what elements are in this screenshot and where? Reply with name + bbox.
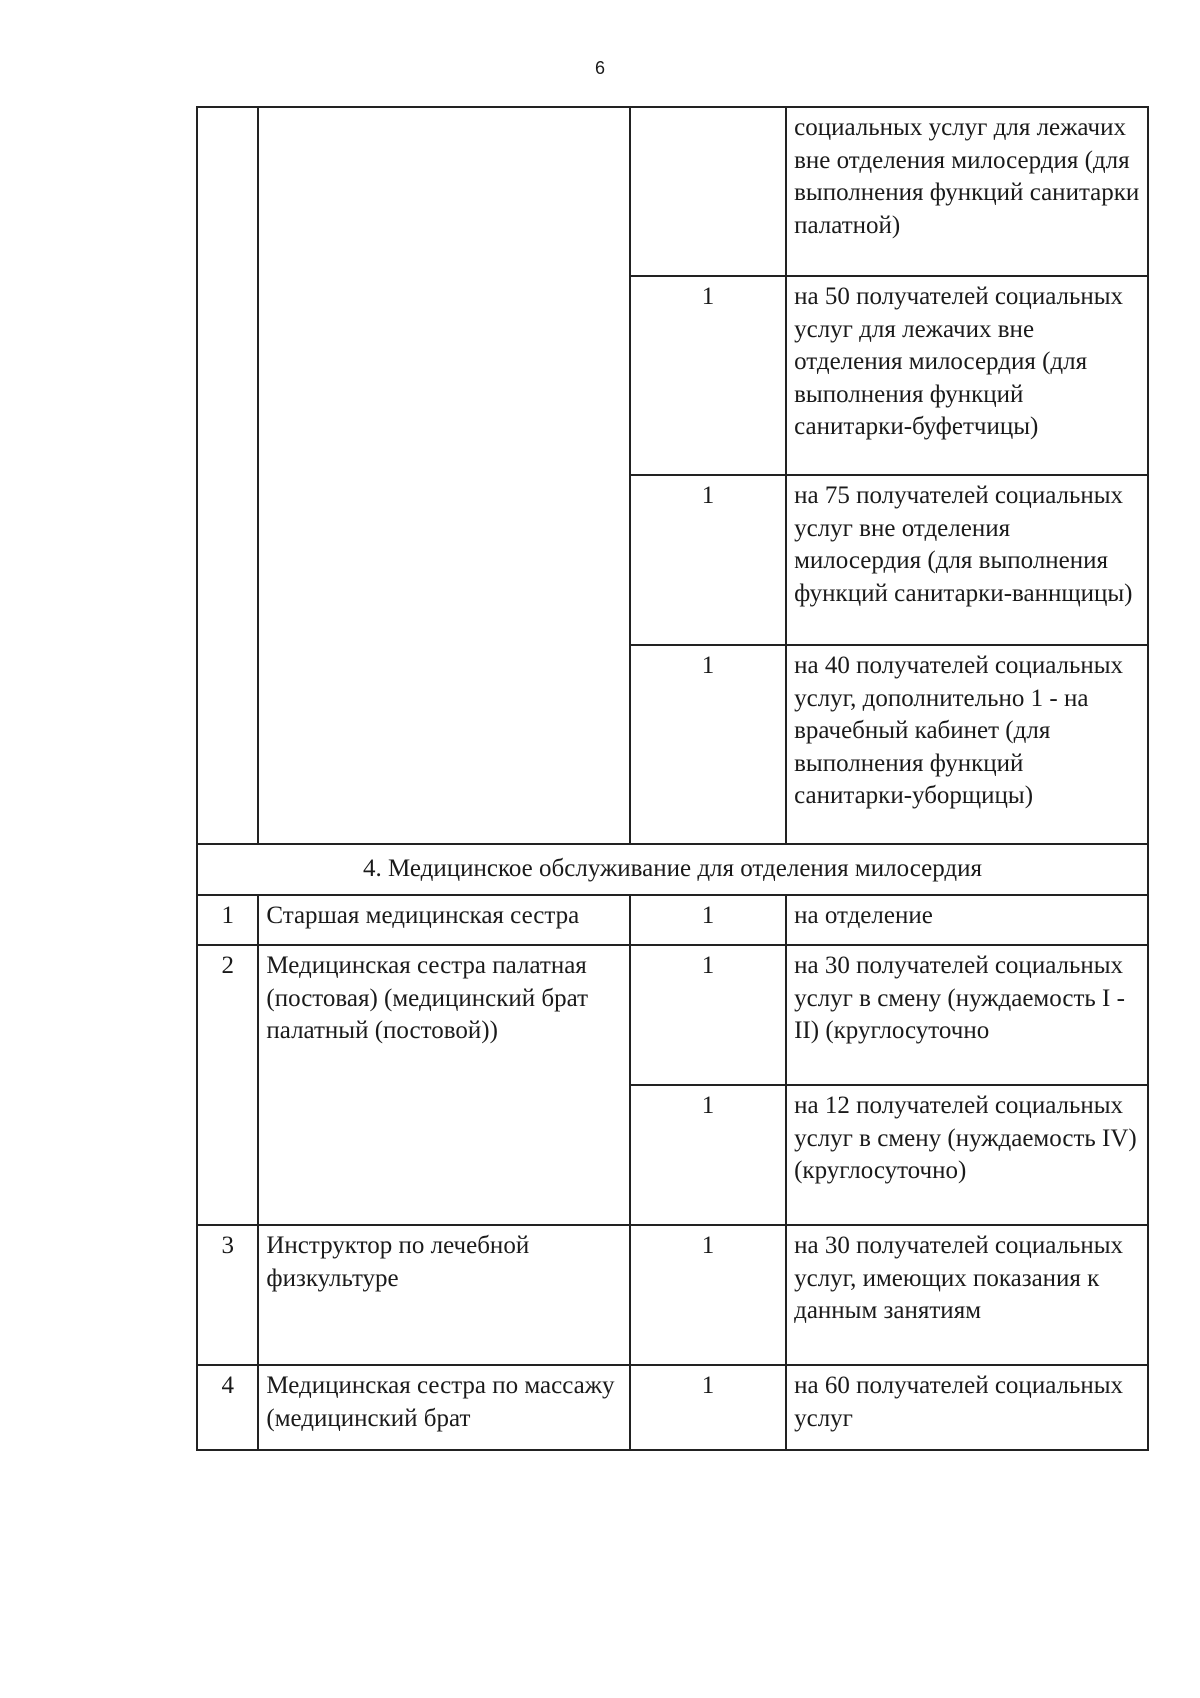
quantity-cell: 1 [630, 1225, 786, 1365]
quantity-cell: 1 [630, 1085, 786, 1225]
section-title: 4. Медицинское обслуживание для отделения милосердия [197, 844, 1148, 895]
staff-table [196, 106, 1149, 1451]
table-row [197, 107, 1148, 276]
quantity-cell [630, 107, 786, 276]
note-cell: на 75 получателей социальных услуг вне отделения милосердия (для выполнения функций санитарки-ваннщицы) [786, 475, 1148, 645]
position-name-cell: Медицинская сестра палатная (постовая) (медицинский брат палатный (постовой)) [258, 945, 630, 1225]
quantity-cell: 1 [630, 945, 786, 1085]
note-cell: на 50 получателей социальных услуг для лежачих вне отделения милосердия (для выполнения функций санитарки-буфетчицы) [786, 276, 1148, 475]
quantity-cell: 1 [630, 475, 786, 645]
quantity-cell: 1 [630, 276, 786, 475]
quantity-cell: 1 [630, 895, 786, 945]
note-cell: на 40 получателей социальных услуг, дополнительно 1 - на врачебный кабинет (для выполнения функций санитарки-уборщицы) [786, 645, 1148, 844]
note-cell: на 30 получателей социальных услуг в смену (нуждаемость I - II) (круглосуточно [786, 945, 1148, 1085]
note-cell: на 60 получателей социальных услуг [786, 1365, 1148, 1450]
table-row [197, 895, 1148, 945]
note-cell: социальных услуг для лежачих вне отделения милосердия (для выполнения функций санитарки палатной) [786, 107, 1148, 276]
position-name-cell: Старшая медицинская сестра [258, 895, 630, 945]
row-number-cell [197, 107, 258, 844]
quantity-cell: 1 [630, 1365, 786, 1450]
section-header-row [197, 844, 1148, 895]
note-cell: на 30 получателей социальных услуг, имеющих показания к данным занятиям [786, 1225, 1148, 1365]
row-number-cell: 2 [197, 945, 258, 1225]
position-name-cell: Инструктор по лечебной физкультуре [258, 1225, 630, 1365]
row-number-cell: 1 [197, 895, 258, 945]
page-number: 6 [594, 58, 605, 78]
position-name-cell [258, 107, 630, 844]
note-cell: на 12 получателей социальных услуг в смену (нуждаемость IV) (круглосуточно) [786, 1085, 1148, 1225]
table-row [197, 1225, 1148, 1365]
note-cell: на отделение [786, 895, 1148, 945]
row-number-cell: 3 [197, 1225, 258, 1365]
position-name-cell: Медицинская сестра по массажу (медицинский брат [258, 1365, 630, 1450]
table-row [197, 945, 1148, 1085]
quantity-cell: 1 [630, 645, 786, 844]
table-row [197, 1365, 1148, 1450]
row-number-cell: 4 [197, 1365, 258, 1450]
